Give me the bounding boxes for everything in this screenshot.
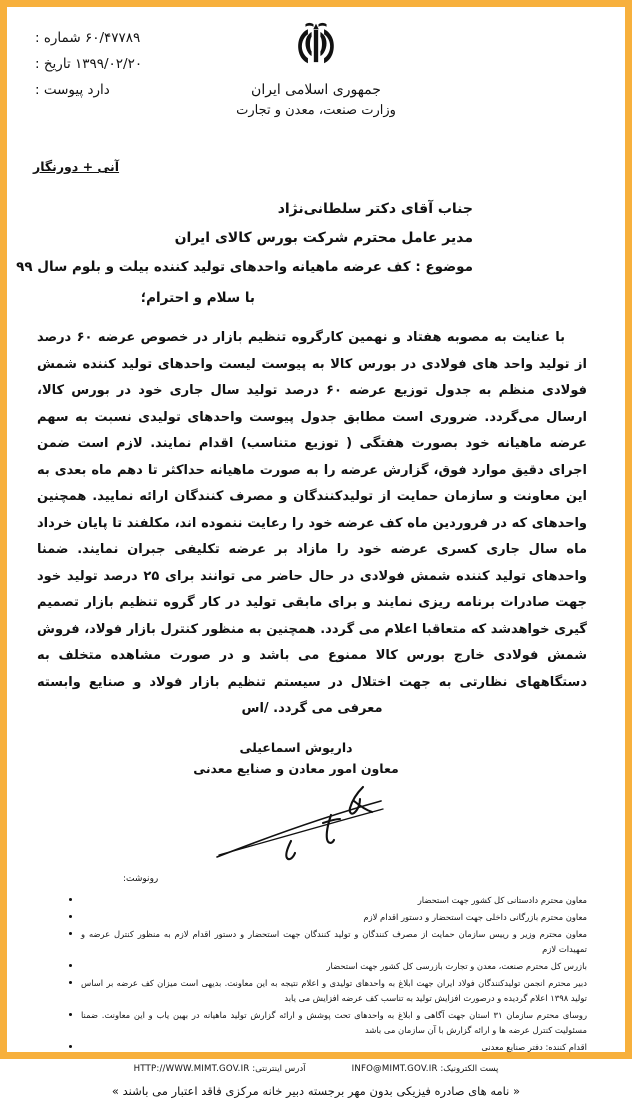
salutation: با سلام و احترام؛ [140, 290, 255, 306]
signature-block [29, 737, 603, 867]
footer-block [29, 1061, 603, 1101]
footer-email [352, 1061, 499, 1077]
cc-list-item [45, 927, 587, 957]
cc-item-text: معاون محترم دادستانی کل کشور جهت استحضار [417, 894, 587, 905]
letter-number-label: شماره : [35, 30, 81, 46]
letter-inner [7, 7, 625, 1098]
cc-item-text: بازرس کل محترم صنعت، معدن و تجارت بازرسی کل کشور جهت استحضار [326, 960, 587, 971]
handwritten-signature-icon [213, 779, 443, 864]
footer-website [134, 1061, 306, 1077]
bullet-icon [67, 1013, 72, 1038]
bullet-icon [67, 932, 72, 957]
addressee-block [16, 195, 603, 313]
signatory-title: معاون امور معادن و صنایع معدنی [193, 760, 399, 776]
cc-item-text: روسای محترم سازمان ۳۱ استان جهت آگاهی و ابلاغ به واحدهای تحت پوشش و ارائه گزارش تولید ماهیانه در بهین یاب و این معاونت. ضمنا مسئولیت کنترل عرضه ها و ارائه گزارش با آن سازمان می باشد [81, 1009, 587, 1035]
addressee-name: جناب آقای دکتر سلطانی‌نژاد [277, 201, 473, 217]
signatory-name: داریوش اسماعیلی [239, 739, 353, 755]
bullet-icon [67, 915, 72, 925]
bullet-icon [67, 898, 72, 908]
footer-contact-row [55, 1061, 577, 1077]
bullet-icon [67, 964, 72, 974]
letter-date-value: ۱۳۹۹/۰۲/۲۰ [75, 56, 143, 72]
letter-date-label: تاریخ : [35, 56, 71, 72]
cc-list [45, 893, 587, 1055]
country-name: جمهوری اسلامی ایران [251, 82, 381, 98]
footer-website-value: HTTP://WWW.MIMT.GOV.IR [133, 1063, 250, 1074]
cc-block [29, 871, 603, 1055]
cc-label: رونوشت: [123, 873, 159, 884]
subject-line: موضوع : کف عرضه ماهیانه واحدهای تولید کننده بیلت و بلوم سال ۹۹ [16, 259, 473, 275]
cc-item-text: اقدام کننده: دفتر صنایع معدنی [481, 1041, 587, 1052]
footer-email-label: پست الکترونیک: [440, 1063, 499, 1074]
cc-list-item [45, 1040, 587, 1055]
ministry-name: وزارت صنعت، معدن و تجارت [236, 103, 396, 118]
cc-list-item [45, 959, 587, 974]
addressee-title: مدیر عامل محترم شرکت بورس کالای ایران [174, 230, 473, 246]
letterhead [29, 7, 603, 147]
footer-notice: « نامه های صادره فیزیکی بدون مهر برجسته دبیر خانه مرکزی فاقد اعتبار می باشند » [111, 1083, 521, 1098]
cc-item-text: معاون محترم وزیر و رییس سازمان حمایت از مصرف کنندگان و تولید کنندگان جهت استحضار و دستور اقدام لازم به منظور کنترل عرضه و تمهیدات لازم [81, 928, 587, 954]
cc-list-item [45, 893, 587, 908]
urgency-stamp: آنی + دورنگار [33, 159, 120, 174]
cc-item-text: معاون محترم بازرگانی داخلی جهت استحضار و دستور اقدام لازم [363, 911, 587, 922]
iran-national-emblem-icon [285, 15, 347, 77]
emblem-block [211, 15, 421, 121]
cc-list-item [45, 910, 587, 925]
bullet-icon [67, 1045, 72, 1055]
letter-body [29, 325, 603, 723]
footer-email-value: INFO@MIMT.GOV.IR [351, 1063, 438, 1074]
letter-attachment-value: دارد [87, 82, 110, 98]
cc-list-item [45, 1008, 587, 1038]
body-paragraph: با عنایت به مصوبه هفتاد و نهمین کارگروه تنظیم بازار در خصوص عرضه ۶۰ درصد از تولید واحد های فولادی در بورس کالا به پیوست لیست واحدهای تولید کننده شمش فولادی منظم به جدول توزیع عرضه ۶۰ درصد تولید سال جاری خود در بورس کالا، ارسال می‌گردد. ضروری است مطابق جدول پیوست واحدهای تولیدی نسبت به سهم عرضه ماهیانه خود بصورت هفتگی ( توزیع متناسب) اقدام نمایند. لازم است ضمن اجرای دقیق موارد فوق، گزارش عرضه را به صورت ماهیانه حداکثر تا دهم ماه بعدی به این معاونت و سازمان حمایت از تولیدکنندگان و مصرف کنندگان ارائه نمایید. همچنین واحدهای که در فروردین ماه کف عرضه خود را رعایت ننموده اند، مکلفند تا پایان خرداد ماه سال جاری کسری عرضه خود را مازاد بر عرضه تکلیفی جبران نمایند. ضمنا واحدهای تولید کننده شمش فولادی در حال حاضر می توانند برای ۲۵ درصد تولید خود جهت صادرات برنامه ریزی نمایند و برای مابقی تولید در کار گروه تنظیم بازار تصمیم گیری خواهدشد که متعاقبا اعلام می گردد. همچنین به منظور کنترل بازار فولاد، فروش شمش فولادی خارج بورس کالا ممنوع می باشد و در صورت مشاهده متخلف به دستگاههای نظارتی به جهت اختلال در سیستم تنظیم بازار فولاد و صنایع وابسته معرفی می گردد. /اس [37, 330, 587, 716]
bullet-icon [67, 981, 72, 1006]
cc-list-item [45, 976, 587, 1006]
cc-item-text: دبیر محترم انجمن تولیدکنندگان فولاد ایران جهت ابلاغ به واحدهای تولیدی و اعلام نتیجه به این معاونت. بدیهی است میزان کف عرضه بر اساس تولید ۱۳۹۸ اعلام گردیده و درصورت افزایش تولید به تناسب کف عرضه افزایش می یابد [81, 977, 587, 1003]
footer-website-label: آدرس اینترنتی: [252, 1063, 306, 1074]
letter-number-value: ۶۰/۴۷۷۸۹ [84, 30, 141, 46]
letter-attachment-label: پیوست : [35, 82, 84, 98]
